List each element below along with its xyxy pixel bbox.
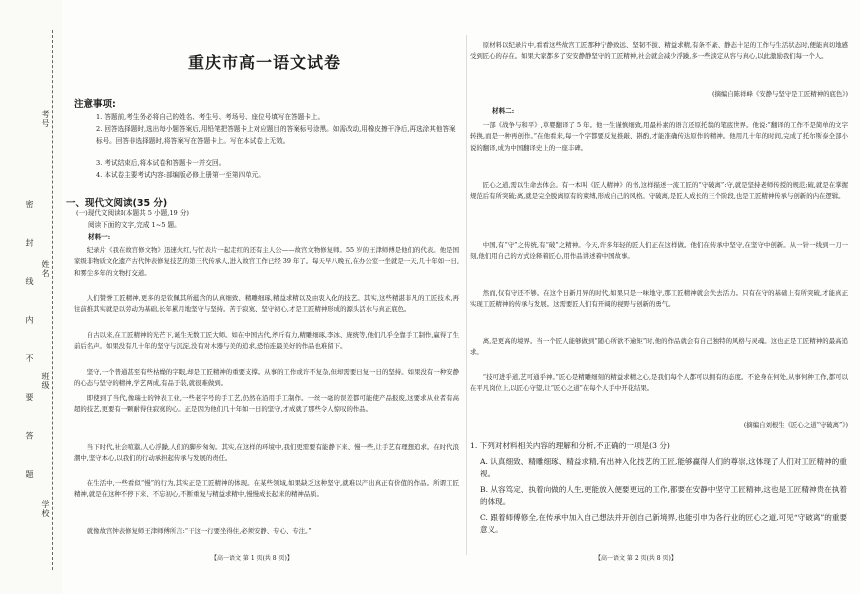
right-paragraph-1: 原材料以纪录片中,看看这些故宫工匠那种宁静致远、坚韧不拔、精益求精,有条不紊、静态十足的工作与生活状态时,便能真切地感受到匠心的存在。如果大家都多了安安静静坚守的工匠精神,社会就会减少浮躁,多一些淡定从容与真心,以此激励我们每一个人。 <box>470 41 848 61</box>
exam-no-label: 考号 <box>41 110 50 128</box>
question1-option-c: C. 跟着师傅修全,在传承中加入自己想法并开创自己新境界,也能引申为各行业的匠心之道,可见“守破离”的重要意义。 <box>480 513 848 534</box>
name-label: 姓名 <box>41 260 50 278</box>
seal-line-text: 密 封 线 内 不 要 答 题 <box>25 200 34 492</box>
left-paragraph-6: 当下时代,社会喧嚣,人心浮躁,人们的脚步匆匆。其实,在这样的环境中,我们更需要有能静下来、慢一些,让手艺有理想追求。在时代浪潮中,坚守本心,以我们的行动承担起传承与发展的责任。 <box>74 443 459 463</box>
seal-dashed-line <box>52 30 53 570</box>
question1-option-b: B. 从容笃定、执着向做的人生,更能放入便要更远的工作,都要在安静中坚守工匠精神,这也是工匠精神贵在执着的体现。 <box>480 485 847 506</box>
note-1: 1. 答题前,考生务必将自己的姓名、考生号、考场号、座位号填写在答题卡上。 <box>96 113 325 121</box>
left-paragraph-5: 即使到了当代,像瑞士的钟表工业,一些老字号的手工艺,仍然在沿用手工制作。一丝一毫的误差都可能使产品报废,这要求从业者有高超的技艺,更要有一颗耐得住寂寞的心。正是因为他们几十年如一日的坚守,才成就了那些令人惊叹的作品。 <box>74 394 459 414</box>
exam-title: 重庆市高一语文试卷 <box>187 53 341 72</box>
left-paragraph-7: 在生活中,一些看似“慢”的行为,其实正是工匠精神的体现。在某些领域,如果缺乏这种坚守,就难以产出真正有价值的作品。所谓工匠精神,就是在这种不停下来、不忘初心,不断重复与精益求精中,慢慢成长起来的精神品质。 <box>74 479 459 499</box>
section1-instruction: 阅读下面的文字,完成 1~5 题。 <box>88 221 181 229</box>
left-paragraph-1: 纪录片《我在故宫修文物》迅速火红,与忙表片一起走红的还有主人公——故宫文物修复师。55 岁的王津师傅是他们的代表。他是国家级非物质文化遗产古代钟表修复技艺的第三代传承人,进入故宫工作已经 39 年了。每天早八晚五,在办公室一坐就是一天,几十年如一日,和雾尘多年的文物打交道。 <box>74 246 459 277</box>
material2-paragraph-2: 匠心之道,需以生命去体会。有一本叫《匠人精神》的书,这样描述一流工匠的“守破离”:守,就是坚持老师传授的规范;破,就是在掌握规范后有所突破;离,就是完全脱离原有的束缚,形成自己的风格。守破离,是匠人成长的三个阶段,也是工匠精神传承与创新的内在逻辑。 <box>470 181 848 201</box>
section1-sub: (一)现代文阅读Ⅰ(本题共 5 小题,19 分) <box>76 209 189 217</box>
footer-left: 【高一语文 第 1 页(共 8 页)】 <box>211 555 293 562</box>
section1-heading: 一、现代文阅读(35 分) <box>66 198 168 209</box>
class-label: 班级 <box>41 372 50 390</box>
material2-label: 材料二: <box>492 107 515 115</box>
material1-source: (摘编自陈祥峰《安静与坚守是工匠精神的底色》) <box>712 90 848 98</box>
notes-heading: 注意事项: <box>74 99 116 110</box>
seal-binding-strip <box>0 0 62 594</box>
note-4: 4. 本试卷主要考试内容:部编版必修上册第一至第四单元。 <box>96 171 265 179</box>
left-paragraph-2: 人们赞誉工匠精神,更多的是钦佩其所蕴含的认真细致、精雕细琢,精益求精以及由衷入化的技艺。其实,这些精湛非凡的工匠技术,再往前推其实就是以劳动为基础,长年累月地坚守与坚持。苦于寂寞、坚守初心,才是工匠精神形成的源头活水与真正底色。 <box>74 294 459 314</box>
note-2: 2. 回答选择题时,选出每小题答案后,用铅笔把答题卡上对应题目的答案标号涂黑。如需改动,用橡皮擦干净后,再选涂其他答案标号。回答非选择题时,将答案写在答题卡上。写在本试卷上无效。 <box>96 125 456 145</box>
question1-stem: 1. 下列对材料相关内容的理解和分析,不正确的一项是(3 分) <box>470 441 670 450</box>
material2-paragraph-4: 然而,仅有守还不够。在这个日新月异的时代,如果只是一味地守,那工匠精神就会失去活力。只有在守的基础上有所突破,才能真正实现工匠精神的传承与发展。这需要匠人们有开阔的视野与创新的勇气。 <box>470 289 848 309</box>
question1-option-a: A. 认真细致、精雕细琢、精益求精,有出神入化技艺的工匠,能够赢得人们的尊崇,这体现了人们对工匠精神的重视。 <box>480 457 847 478</box>
note-3: 3. 考试结束后,将本试卷和答题卡一并交回。 <box>96 159 226 167</box>
material2-paragraph-6: “技可进乎道,艺可通乎神。”匠心是精雕细刻的精益求精之心,是我们每个人都可以拥有的态度。不论身在何处,从事何种工作,都可以在平凡岗位上,以匠心守望,让“匠心之道”在每个人手中开花结果。 <box>470 373 848 393</box>
material2-source: (摘编自刘根生《匠心之道“守破离”》) <box>743 421 848 429</box>
left-paragraph-3: 自古以来,在工匠精神的光芒下,诞生无数工匠大师。如在中国古代,斧斤有力,精雕细琢,李冰、庞统等,他们几乎全靠手工制作,赢得了生前后名声。如果没有几十年的坚守与沉淀,没有对木器与美的追求,恐怕连最美好的作品也难留下。 <box>74 331 459 351</box>
left-paragraph-8: 就像故宫钟表修复师王津师傅所言:“干这一行要坐得住,必须安静、专心、专注。” <box>86 527 312 535</box>
page-divider <box>466 35 467 555</box>
material2-paragraph-1: 一部《战争与和平》,草婴翻译了 5 年。他一生谨慎细致,用最朴素的语言还原托翁的笔底世界。他说:“翻译的工作不是简单的文字转换,而是一种再创作。”在他看来,每一个字都要反复推敲、斟酌,才能准确传达原作的精神。他用几十年的时间,完成了托尔斯泰全部小说的翻译,成为中国翻译史上的一座丰碑。 <box>470 121 848 152</box>
material2-paragraph-3: 中国,有“守”之传统,有“破”之精神。今天,许多年轻的匠人们正在这样做。他们在传承中坚守,在坚守中创新。从一针一线到一刀一刻,他们用自己的方式诠释着匠心,用作品讲述着中国故事。 <box>470 241 848 261</box>
footer-right: 【高一语文 第 2 页(共 8 页)】 <box>595 555 677 562</box>
school-label: 学校 <box>41 500 50 518</box>
left-paragraph-4: 坚守,一个普通甚至有些枯燥的字眼,却是工匠精神的重要支撑。从事的工作或许不复杂,但却需要日复一日的坚持。如果没有一种安静的心态与坚守的精神,学艺两成,有品于装,就很难做到。 <box>74 368 459 388</box>
material1-label: 材料一: <box>88 233 111 241</box>
material2-paragraph-5: 离,是更高的境界。当一个匠人能够做到“随心所欲不逾矩”时,他的作品就会有自己独特的风格与灵魂。这也正是工匠精神的最高追求。 <box>470 337 848 357</box>
